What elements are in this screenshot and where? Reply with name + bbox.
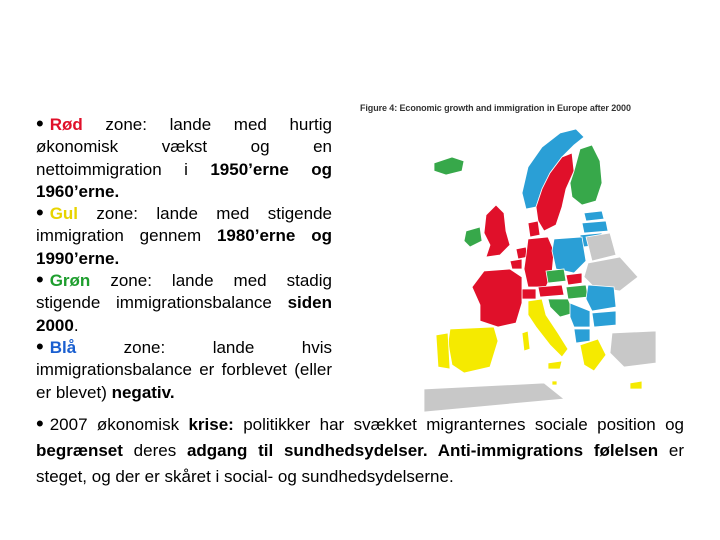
- romania-region: [586, 285, 616, 311]
- bullet-icon: •: [36, 333, 44, 359]
- crisis-text: [36, 412, 684, 490]
- europe-map: [424, 127, 656, 412]
- europe-migration-figure: [352, 103, 664, 415]
- figure-title: Figure 4: Economic growth and immigration in Europe after 2000: [360, 103, 631, 113]
- zone-description-list: [36, 111, 332, 404]
- green-zone-text: zone: lande med stadig stigende immigrationsbalance: [36, 271, 332, 313]
- crisis-bold-1: begrænset: [36, 441, 123, 460]
- bullet-red-zone: [36, 111, 332, 203]
- uk-region: [484, 205, 510, 257]
- spain-region: [448, 327, 498, 373]
- belarus-region: [586, 233, 616, 261]
- latvia-region: [582, 221, 608, 233]
- bullet-icon: •: [36, 411, 44, 436]
- iceland-region: [434, 157, 464, 175]
- yellow-zone-period: 1980’erne og 1990’erne.: [36, 226, 332, 268]
- blue-zone-period: negativ.: [111, 382, 175, 402]
- bullet-yellow-zone: [36, 200, 332, 270]
- red-zone-label: Rød: [49, 115, 83, 134]
- green-zone-period: siden 2000: [36, 293, 332, 335]
- cyprus-region: [630, 381, 642, 389]
- green-zone-end: .: [73, 315, 79, 335]
- green-zone-label: Grøn: [49, 271, 91, 291]
- czech-region: [546, 269, 566, 283]
- switzerland-region: [522, 289, 536, 299]
- crisis-year: 2007 økonomisk: [49, 415, 189, 434]
- portugal-region: [436, 333, 450, 369]
- bullet-icon: •: [36, 200, 44, 226]
- red-zone-text: zone: lande med hurtig økonomisk vækst og en nettoimmigration i: [36, 115, 332, 179]
- crisis-bold-2: adgang til sundhedsydelser. Anti-immigrations følelsen: [186, 441, 659, 460]
- blue-zone-label: Blå: [49, 337, 77, 357]
- yellow-zone-text: zone: lande med stigende immigration gennem: [36, 204, 332, 246]
- north-africa-region: [424, 383, 564, 412]
- sardinia-region: [522, 331, 530, 351]
- belgium-region: [510, 259, 522, 269]
- bullet-icon: •: [36, 111, 44, 136]
- poland-region: [552, 237, 586, 273]
- denmark-region: [528, 221, 540, 237]
- crisis-label: krise:: [188, 415, 234, 434]
- sicily-region: [548, 361, 562, 369]
- yellow-zone-label: Gul: [49, 204, 79, 224]
- blue-zone-text: zone: lande hvis immigrationsbalance er forblevet (eller er blevet): [36, 337, 332, 402]
- crisis-text-3: er steget, og der er skåret i social- og sundhedsydelserne.: [36, 441, 684, 486]
- finland-region: [570, 145, 602, 205]
- bullet-green-zone: [36, 267, 332, 337]
- slovakia-region: [566, 273, 582, 285]
- greece-region: [580, 339, 606, 371]
- crisis-text-2: deres: [122, 441, 187, 460]
- malta-region: [552, 381, 557, 385]
- bulgaria-region: [592, 311, 616, 327]
- estonia-region: [584, 211, 604, 221]
- bullet-blue-zone: [36, 333, 332, 404]
- albania-macedonia-region: [574, 329, 590, 343]
- turkey-region: [610, 331, 656, 367]
- crisis-text-1: politikker har svækket migranternes sociale position og: [233, 415, 684, 434]
- france-region: [472, 269, 522, 327]
- austria-region: [538, 285, 564, 297]
- bosnia-serbia-region: [570, 303, 590, 327]
- crisis-paragraph: [36, 412, 684, 490]
- hungary-region: [566, 285, 588, 299]
- bullet-icon: •: [36, 267, 44, 293]
- ireland-region: [464, 227, 482, 247]
- red-zone-period: 1950’erne og 1960’erne.: [36, 159, 332, 201]
